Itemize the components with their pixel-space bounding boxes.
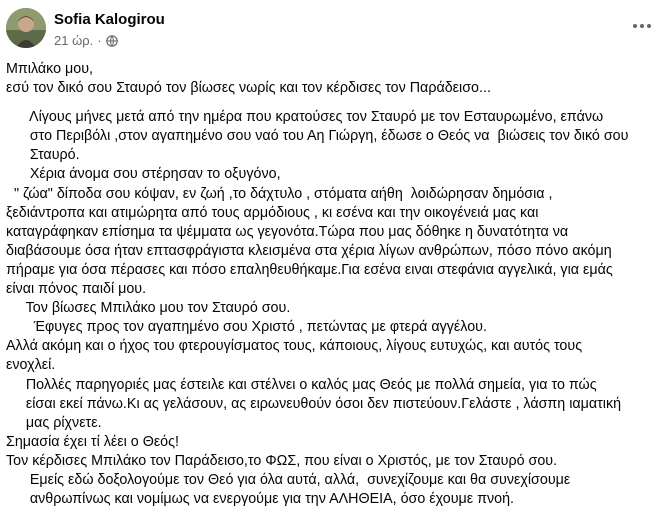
post-text-line: ανθρωπίνως και νομίμως να ενεργούμε για την ΑΛΗΘΕΙΑ, όσο έχουμε πνοή. <box>6 491 515 508</box>
post-body <box>6 60 656 509</box>
post-text-line: στο Περιβόλι ,στον αγαπημένο σου ναό του Αη Γιώργη, έδωσε ο Θεός να βιώσεις τον δικό σου <box>6 128 629 145</box>
globe-icon <box>106 35 118 47</box>
post-text-line: είσαι εκεί πάνω.Κι ας γελάσουν, ας ειρωνευθούν όσοι δεν πιστεύουν.Γελάστε , λάσπη ιαματική <box>6 395 622 412</box>
post-text-line: Σημασία έχει τί λέει ο Θεός! <box>6 433 180 450</box>
post-meta <box>54 33 118 48</box>
post-text-line: Σταυρό. <box>6 147 80 164</box>
avatar[interactable] <box>6 8 46 48</box>
post-text-line: Εμείς εδώ δοξολογούμε τον Θεό για όλα αυτά, αλλά, συνεχίζουμε και θα συνεχίσουμε <box>6 471 571 488</box>
post-text-line: Πολλές παρηγοριές μας έστειλε και στέλνει ο καλός μας Θεός με πολλά σημεία, για το πώς <box>6 376 597 393</box>
post-text-line: εσύ τον δικό σου Σταυρό τον βίωσες νωρίς και τον κέρδισες τον Παράδεισο... <box>6 80 491 97</box>
post-text-line: είναι πόνος παιδί μου. <box>6 281 147 298</box>
post-header <box>0 0 664 56</box>
post-text-line: μας ρίχνετε. <box>6 414 102 431</box>
post-text-line: ενοχλεί. <box>6 357 56 374</box>
more-options-icon[interactable] <box>630 16 654 36</box>
post-text-line: καταγράφηκαν επίσημα τα ψέμματα ως γεγονότα.Τώρα που μας δόθηκε η δυνατότητα να <box>6 223 569 240</box>
paragraph-gap <box>6 98 656 108</box>
post-text-line: Αλλά ακόμη και ο ήχος του φτερουγίσματος τους, κάποιους, λίγους ευτυχώς, και αυτός τους <box>6 338 583 355</box>
post-text-line: " ζώα" δίποδα σου κόψαν, εν ζωή ,το δάχτυλο , στόματα αήθη λοιδώρησαν δημόσια , <box>6 185 553 202</box>
post-text-line: Τον κέρδισες Μπιλάκο τον Παράδεισο,το ΦΩΣ, που είναι ο Χριστός, με τον Σταυρό σου. <box>6 452 558 469</box>
post-text-line: Λίγους μήνες μετά από την ημέρα που κρατούσες τον Σταυρό με τον Εσταυρωμένο, επάνω <box>6 109 604 126</box>
meta-separator: · <box>97 33 102 48</box>
author-name[interactable]: Sofia Kalogirou <box>54 11 165 28</box>
post-text-line: Έφυγες προς τον αγαπημένο σου Χριστό , πετώντας με φτερά αγγέλου. <box>6 319 487 336</box>
post-time[interactable]: 21 ώρ. <box>54 33 94 48</box>
post-text-line: ξεδιάντροπα και ατιμώρητα από τους αρμόδιους , κι εσένα και την οικογένειά μας και <box>6 204 539 221</box>
post-text-line: διαβάσουμε όσα ήταν επτασφράγιστα κλεισμένα στα χέρια λίγων ανθρώπων, πόσο πόνο ακόμη <box>6 242 612 259</box>
post-text-line: πήραμε για όσα πέρασες και πόσο επαληθευθήκαμε.Για εσένα ειναι στεφάνια αγγελικά, για εμάς <box>6 261 613 278</box>
post-text-line: Μπιλάκο μου, <box>6 61 94 77</box>
post-text-line: Χέρια άνομα σου στέρησαν το οξυγόνο, <box>6 166 281 183</box>
avatar-image <box>6 8 46 48</box>
post-text-line: Τον βίωσες Μπιλάκο μου τον Σταυρό σου. <box>6 300 291 317</box>
